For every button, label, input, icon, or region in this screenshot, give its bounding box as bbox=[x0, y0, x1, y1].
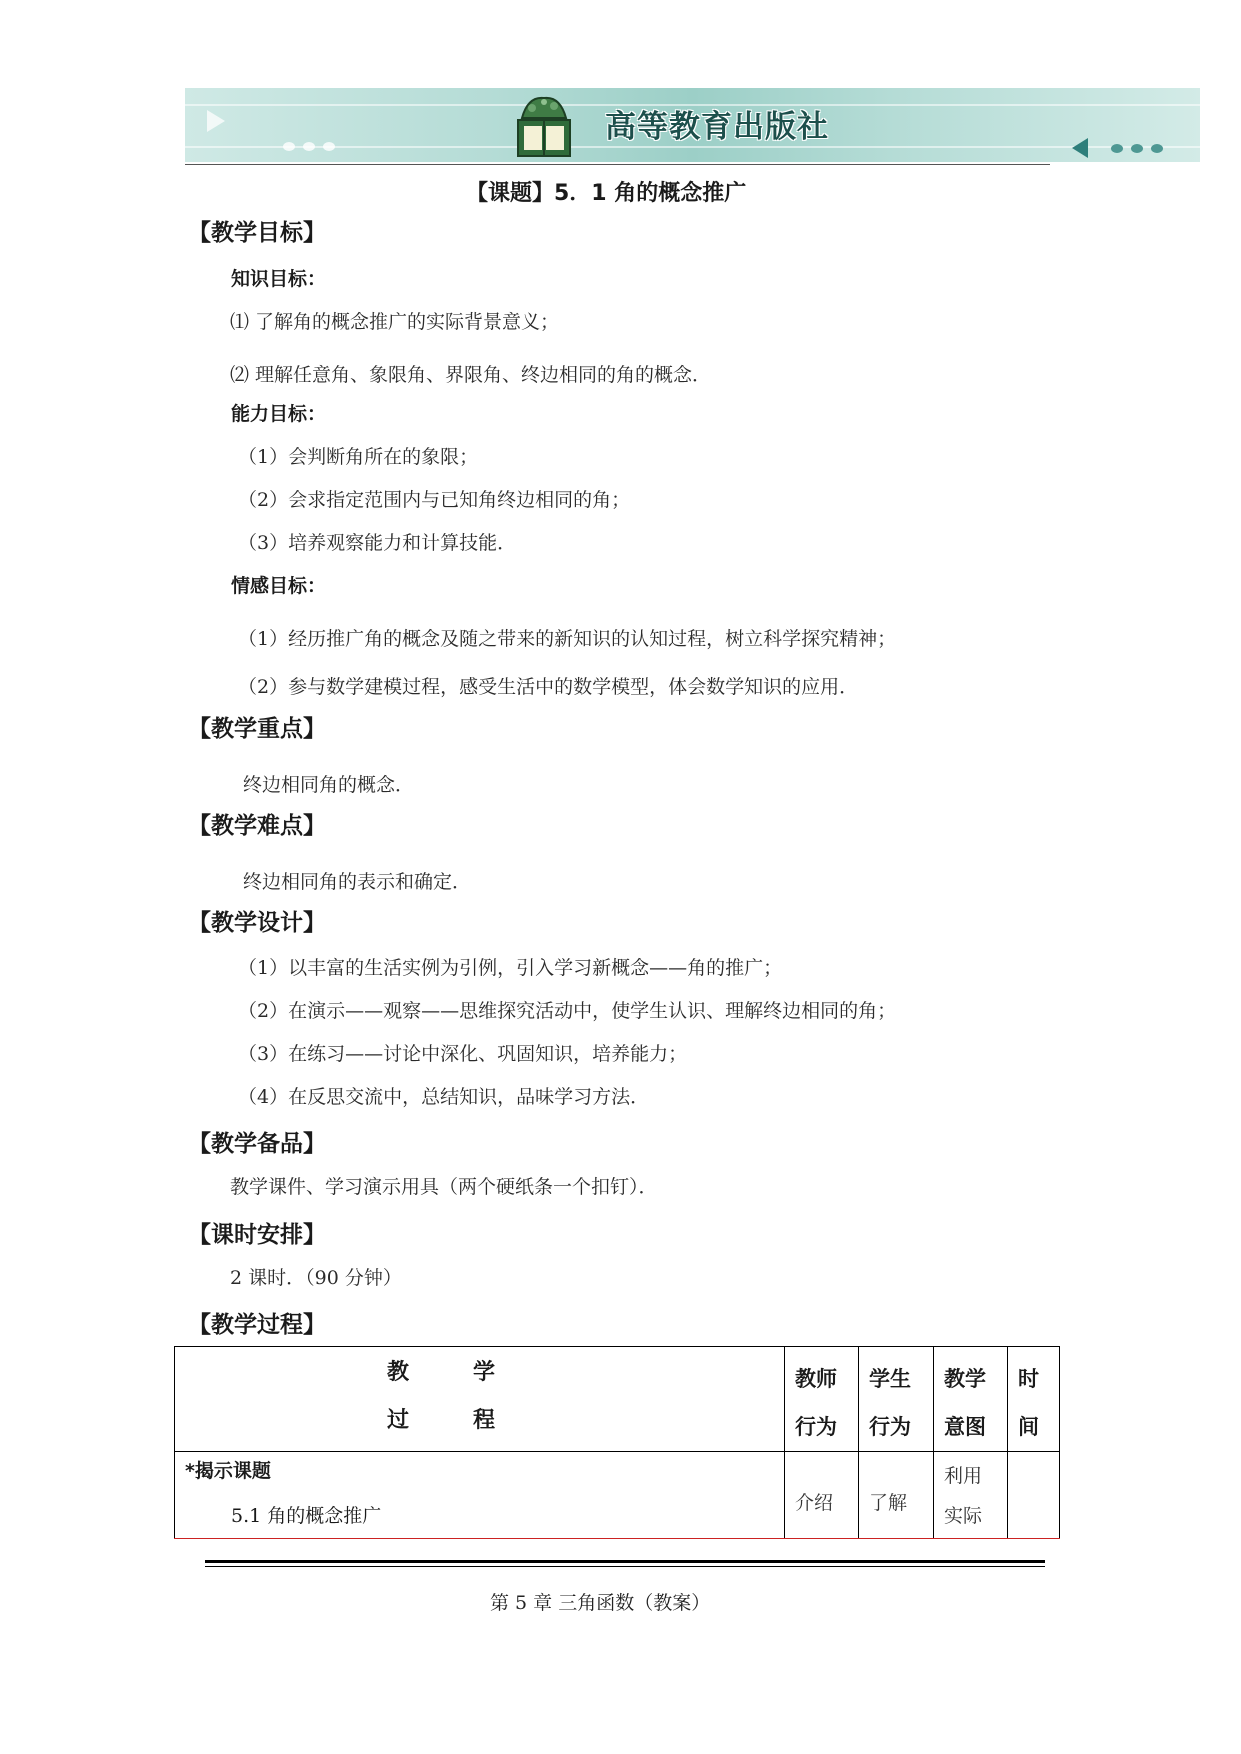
publisher-logo-icon bbox=[508, 90, 580, 160]
lesson-title: 【课题】5．1 角的概念推广 bbox=[466, 181, 747, 206]
table-header-row bbox=[175, 1347, 1060, 1452]
process-heading: 【教学过程】 bbox=[188, 1312, 326, 1338]
footer-text: 第 5 章 三角函数（教案） bbox=[490, 1592, 711, 1614]
design-item: （1）以丰富的生活实例为引例，引入学习新概念——角的推广； bbox=[238, 957, 783, 979]
dot-icon bbox=[1111, 144, 1123, 153]
arrow-right-icon bbox=[1072, 138, 1088, 158]
time-column-header: 时 间 bbox=[1008, 1347, 1060, 1452]
table-row bbox=[175, 1452, 1060, 1539]
intent-cell: 利用 实际 bbox=[934, 1452, 1008, 1539]
teacher-column-header: 教师 行为 bbox=[785, 1347, 859, 1452]
knowledge-item: ⑵ 理解任意角、象限角、界限角、终边相同的角的概念． bbox=[230, 364, 712, 386]
schedule-text: 2 课时．（90 分钟） bbox=[230, 1267, 402, 1289]
process-cell bbox=[175, 1452, 785, 1539]
materials-text: 教学课件、学习演示用具（两个硬纸条一个扣钉）． bbox=[230, 1176, 658, 1198]
row-title: *揭示课题 bbox=[185, 1460, 271, 1482]
dot-icon bbox=[1151, 144, 1163, 153]
design-heading: 【教学设计】 bbox=[188, 910, 326, 936]
ability-label: 能力目标： bbox=[231, 403, 327, 425]
dot-icon bbox=[303, 142, 315, 151]
key-point-text: 终边相同角的概念． bbox=[243, 774, 415, 796]
row-subtitle: 5.1 角的概念推广 bbox=[231, 1505, 382, 1527]
footer-divider bbox=[205, 1560, 1045, 1563]
design-item: （3）在练习——讨论中深化、巩固知识，培养能力； bbox=[238, 1043, 688, 1065]
objectives-heading: 【教学目标】 bbox=[188, 220, 326, 246]
emotion-item: （2）参与数学建模过程，感受生活中的数学模型，体会数学知识的应用． bbox=[238, 676, 859, 698]
header-banner bbox=[185, 88, 1200, 162]
emotion-label: 情感目标： bbox=[231, 575, 327, 597]
header-divider bbox=[185, 164, 1050, 165]
dot-icon bbox=[283, 142, 295, 151]
intent-column-header: 教学 意图 bbox=[934, 1347, 1008, 1452]
process-column-header: 教 学 过 程 bbox=[175, 1347, 785, 1452]
design-item: （2）在演示——观察——思维探究活动中，使学生认识、理解终边相同的角； bbox=[238, 1000, 897, 1022]
ability-item: （3）培养观察能力和计算技能． bbox=[238, 532, 517, 554]
ability-item: （1）会判断角所在的象限； bbox=[238, 446, 479, 468]
footer-divider bbox=[205, 1566, 1045, 1567]
materials-heading: 【教学备品】 bbox=[188, 1131, 326, 1157]
knowledge-label: 知识目标： bbox=[231, 268, 327, 290]
student-cell: 了解 bbox=[859, 1452, 934, 1539]
difficulty-heading: 【教学难点】 bbox=[188, 813, 326, 839]
design-item: （4）在反思交流中，总结知识，品味学习方法． bbox=[238, 1086, 650, 1108]
arrow-left-icon bbox=[207, 110, 225, 132]
knowledge-item: ⑴ 了解角的概念推广的实际背景意义； bbox=[230, 311, 560, 333]
process-table bbox=[174, 1346, 1060, 1539]
ability-item: （2）会求指定范围内与已知角终边相同的角； bbox=[238, 489, 631, 511]
student-column-header: 学生 行为 bbox=[859, 1347, 934, 1452]
time-cell bbox=[1008, 1452, 1060, 1539]
emotion-item: （1）经历推广角的概念及随之带来的新知识的认知过程，树立科学探究精神； bbox=[238, 628, 897, 650]
teacher-cell: 介绍 bbox=[785, 1452, 859, 1539]
dot-icon bbox=[1131, 144, 1143, 153]
key-point-heading: 【教学重点】 bbox=[188, 716, 326, 742]
dot-icon bbox=[323, 142, 335, 151]
schedule-heading: 【课时安排】 bbox=[188, 1222, 326, 1248]
publisher-name: 高等教育出版社 bbox=[605, 109, 829, 145]
difficulty-text: 终边相同角的表示和确定． bbox=[243, 871, 472, 893]
